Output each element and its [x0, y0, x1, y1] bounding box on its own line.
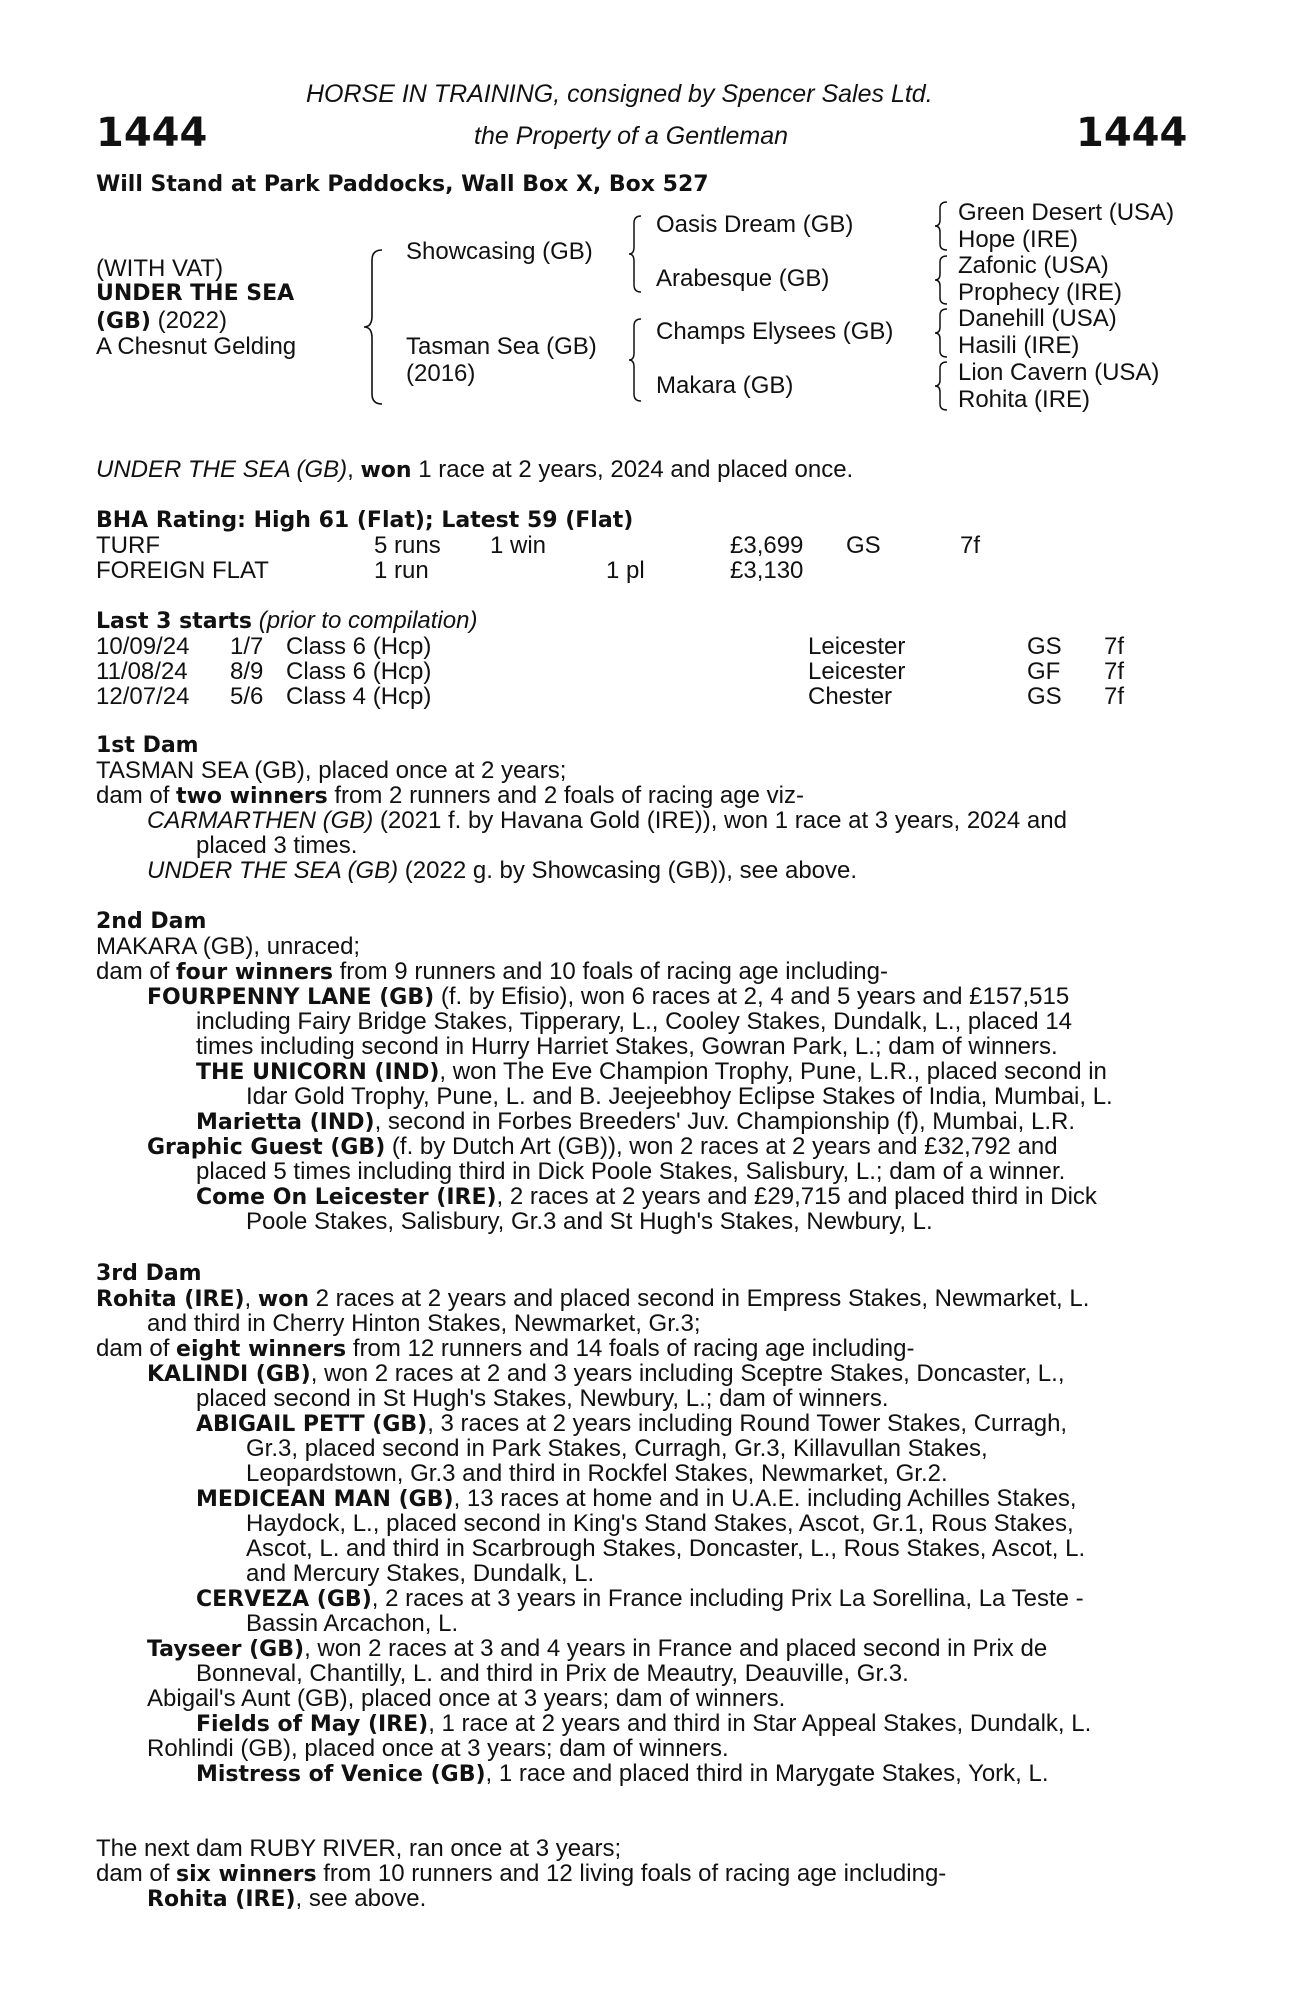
summary-rest: 1 race at 2 years, 2024 and placed once. [411, 456, 854, 483]
consigned-line: HORSE IN TRAINING, consigned by Spencer Sales Ltd. [306, 80, 933, 108]
dam1-line [96, 783, 804, 809]
start-class: Class 6 (Hcp) [286, 633, 432, 660]
progeny-name: Graphic Guest (GB) [147, 1135, 386, 1160]
last3-note: (prior to compilation) [252, 607, 478, 634]
vat-label: (WITH VAT) [96, 255, 224, 282]
text-span: dam of [96, 782, 177, 809]
text-span: , [244, 1285, 258, 1312]
text-span: dam of [96, 1335, 177, 1362]
progeny-name: Tayseer (GB) [147, 1637, 305, 1662]
text-span: , 2 races at 2 years and £29,715 and placed third in Dick [496, 1183, 1097, 1210]
dam3-line: and third in Cherry Hinton Stakes, Newmarket, Gr.3; [147, 1310, 701, 1337]
text-span: from 12 runners and 14 foals of racing age including- [346, 1335, 915, 1362]
rating-going: GS [846, 532, 881, 559]
last3-title-line [96, 608, 477, 634]
text-span: , won 2 races at 2 and 3 years including Sceptre Stakes, Doncaster, L., [310, 1360, 1065, 1387]
text-span: (2021 f. by Havana Gold (IRE)), won 1 race at 3 years, 2024 and [373, 807, 1067, 834]
dam3-line [196, 1711, 1091, 1737]
start-course: Chester [808, 683, 893, 710]
rating-amount: £3,699 [730, 532, 804, 559]
start-distance: 7f [1104, 633, 1125, 660]
pedigree-g4: Prophecy (IRE) [958, 279, 1123, 306]
text-span: (f. by Dutch Art (GB)), won 2 races at 2 years and £32,792 and [385, 1133, 1058, 1160]
pedigree-brace-main [362, 248, 386, 406]
last3-title: Last 3 starts [96, 609, 253, 634]
pedigree-sire-sire: Oasis Dream (GB) [656, 211, 854, 238]
dam1-heading: 1st Dam [96, 733, 199, 758]
dam2-line [196, 1059, 1107, 1085]
pedigree-dam: Tasman Sea (GB) [406, 333, 597, 360]
rating-runs: 1 run [374, 557, 429, 584]
pedigree-g1: Green Desert (USA) [958, 199, 1175, 226]
property-line: the Property of a Gentleman [474, 122, 789, 150]
start-going: GS [1027, 683, 1062, 710]
nextdam-line [96, 1861, 946, 1887]
dam3-line: Leopardstown, Gr.3 and third in Rockfel Stakes, Newmarket, Gr.2. [246, 1460, 948, 1487]
pedigree-brace-g12 [933, 200, 949, 252]
summary-won: won [360, 458, 412, 483]
dam2-line [147, 984, 1069, 1010]
rating-dist: 7f [960, 532, 981, 559]
progeny-name: Rohita (IRE) [147, 1887, 296, 1912]
stand-line: Will Stand at Park Paddocks, Wall Box X, Box 527 [96, 172, 709, 197]
progeny-name: Fields of May (IRE) [196, 1712, 429, 1737]
text-span: , second in Forbes Breeders' Juv. Championship (f), Mumbai, L.R. [374, 1108, 1075, 1135]
start-course: Leicester [808, 658, 906, 685]
text-span: , won The Eve Champion Trophy, Pune, L.R., placed second in [439, 1058, 1107, 1085]
progeny-name: Come On Leicester (IRE) [196, 1185, 497, 1210]
rating-type: FOREIGN FLAT [96, 557, 269, 584]
pedigree-sire-dam: Arabesque (GB) [656, 265, 830, 292]
dam3-line [196, 1761, 1049, 1787]
rating-wins: 1 win [490, 532, 547, 559]
progeny-name: Mistress of Venice (GB) [196, 1762, 486, 1787]
rating-amount: £3,130 [730, 557, 804, 584]
lot-number-left: 1444 [96, 110, 208, 156]
horse-origin-year [96, 307, 227, 335]
dam2-line [196, 1109, 1075, 1135]
dam2-line: including Fairy Bridge Stakes, Tipperary, L., Cooley Stakes, Dundalk, L., placed 14 [196, 1008, 1073, 1035]
start-going: GS [1027, 633, 1062, 660]
winners-count: two winners [176, 784, 328, 809]
nextdam-line [147, 1886, 426, 1912]
dam3-line [196, 1486, 1077, 1512]
progeny-name: FOURPENNY LANE (GB) [147, 985, 435, 1010]
horse-description: A Chesnut Gelding [96, 333, 297, 360]
horse-name: UNDER THE SEA [96, 281, 295, 306]
pedigree-dam-dam: Makara (GB) [656, 372, 794, 399]
text-span: , 2 races at 3 years in France including Prix La Sorellina, La Teste - [371, 1585, 1084, 1612]
start-class: Class 4 (Hcp) [286, 683, 432, 710]
progeny-name: Marietta (IND) [196, 1110, 375, 1135]
text-span: from 9 runners and 10 foals of racing age including- [332, 958, 888, 985]
summary-name: UNDER THE SEA (GB) [96, 456, 348, 483]
dam-name: Rohita (IRE) [96, 1287, 245, 1312]
pedigree-g5: Danehill (USA) [958, 305, 1117, 332]
dam3-line [147, 1636, 1047, 1662]
winners-count: six winners [176, 1862, 317, 1887]
start-course: Leicester [808, 633, 906, 660]
text-span: 2 races at 2 years and placed second in Empress Stakes, Newmarket, L. [309, 1285, 1090, 1312]
progeny-name: CERVEZA (GB) [196, 1587, 372, 1612]
progeny-name: ABIGAIL PETT (GB) [196, 1412, 428, 1437]
dam3-line: Gr.3, placed second in Park Stakes, Curragh, Gr.3, Killavullan Stakes, [246, 1435, 988, 1462]
rating-type: TURF [96, 532, 160, 559]
pedigree-g6: Hasili (IRE) [958, 332, 1080, 359]
dam3-heading: 3rd Dam [96, 1261, 202, 1286]
text-span: dam of [96, 958, 177, 985]
dam3-line [147, 1361, 1064, 1387]
dam1-line: TASMAN SEA (GB), placed once at 2 years; [96, 757, 567, 784]
start-date: 10/09/24 [96, 633, 190, 660]
dam3-line: Bonneval, Chantilly, L. and third in Prix de Meautry, Deauville, Gr.3. [196, 1660, 909, 1687]
pedigree-g8: Rohita (IRE) [958, 386, 1091, 413]
text-span: , 3 races at 2 years including Round Tower Stakes, Curragh, [427, 1410, 1068, 1437]
dam2-line: MAKARA (GB), unraced; [96, 933, 361, 960]
text-span: , 13 races at home and in U.A.E. including Achilles Stakes, [453, 1485, 1077, 1512]
nextdam-line: The next dam RUBY RIVER, ran once at 3 years; [96, 1835, 622, 1862]
start-distance: 7f [1104, 658, 1125, 685]
dam1-line: placed 3 times. [196, 832, 358, 859]
dam3-line: Bassin Arcachon, L. [246, 1610, 459, 1637]
dam3-line: Rohlindi (GB), placed once at 3 years; dam of winners. [147, 1735, 729, 1762]
text-span: (f. by Efisio), won 6 races at 2, 4 and 5 years and £157,515 [434, 983, 1070, 1010]
lot-number-right: 1444 [1076, 110, 1188, 156]
dam2-line [96, 959, 888, 985]
text-span: from 10 runners and 12 living foals of racing age including- [316, 1860, 947, 1887]
dam3-line: Ascot, L. and third in Scarbrough Stakes, Doncaster, L., Rous Stakes, Ascot, L. [246, 1535, 1086, 1562]
pedigree-brace-dam [627, 317, 643, 403]
dam2-line: Poole Stakes, Salisbury, Gr.3 and St Hugh's Stakes, Newbury, L. [246, 1208, 933, 1235]
pedigree-sire: Showcasing (GB) [406, 238, 593, 265]
text-span: , see above. [295, 1885, 427, 1912]
dam3-line: and Mercury Stakes, Dundalk, L. [246, 1560, 595, 1587]
pedigree-g2: Hope (IRE) [958, 226, 1079, 253]
dam2-line [147, 1134, 1058, 1160]
winners-count: eight winners [176, 1337, 347, 1362]
progeny-name: UNDER THE SEA (GB) [147, 857, 399, 884]
progeny-name: CARMARTHEN (GB) [147, 807, 374, 834]
progeny-name: MEDICEAN MAN (GB) [196, 1487, 454, 1512]
dam3-line [96, 1286, 1089, 1312]
start-date: 12/07/24 [96, 683, 190, 710]
dam2-line: Idar Gold Trophy, Pune, L. and B. Jeejeebhoy Eclipse Stakes of India, Mumbai, L. [246, 1083, 1113, 1110]
dam3-line: placed second in St Hugh's Stakes, Newbury, L.; dam of winners. [196, 1385, 889, 1412]
progeny-name: THE UNICORN (IND) [196, 1060, 440, 1085]
start-distance: 7f [1104, 683, 1125, 710]
summary-line: UNDER THE SEA (GB), won 1 race at 2 years, 2024 and placed once. [96, 456, 854, 483]
start-going: GF [1027, 658, 1061, 685]
start-class: Class 6 (Hcp) [286, 658, 432, 685]
pedigree-g7: Lion Cavern (USA) [958, 359, 1160, 386]
pedigree-dam-year: (2016) [406, 360, 476, 387]
rating-runs: 5 runs [374, 532, 441, 559]
text-span: (2022 g. by Showcasing (GB)), see above. [398, 857, 858, 884]
horse-year: (2022) [150, 307, 227, 334]
pedigree-brace-g78 [933, 360, 949, 412]
won-label: won [257, 1287, 309, 1312]
pedigree-brace-g34 [933, 254, 949, 306]
dam1-line [147, 858, 857, 883]
dam3-line [96, 1336, 915, 1362]
dam2-line [196, 1184, 1097, 1210]
dam3-line [196, 1586, 1084, 1612]
start-date: 11/08/24 [96, 658, 188, 685]
rating-placed: 1 pl [606, 557, 645, 584]
dam3-line: Abigail's Aunt (GB), placed once at 3 years; dam of winners. [147, 1685, 786, 1712]
dam2-heading: 2nd Dam [96, 909, 207, 934]
horse-origin: (GB) [96, 309, 151, 334]
start-position: 8/9 [230, 658, 264, 685]
pedigree-brace-g56 [933, 307, 949, 359]
winners-count: four winners [176, 960, 333, 985]
dam2-line: placed 5 times including third in Dick Poole Stakes, Salisbury, L.; dam of a winner. [196, 1158, 1066, 1185]
dam1-line [147, 808, 1067, 833]
text-span: , 1 race at 2 years and third in Star Appeal Stakes, Dundalk, L. [428, 1710, 1092, 1737]
dam3-line: Haydock, L., placed second in King's Stand Stakes, Ascot, Gr.1, Rous Stakes, [246, 1510, 1074, 1537]
start-position: 1/7 [230, 633, 264, 660]
pedigree-dam-sire: Champs Elysees (GB) [656, 318, 894, 345]
text-span: , won 2 races at 3 and 4 years in France and placed second in Prix de [304, 1635, 1048, 1662]
rating-title: BHA Rating: High 61 (Flat); Latest 59 (Flat) [96, 508, 634, 533]
dam3-line [196, 1411, 1067, 1437]
start-position: 5/6 [230, 683, 264, 710]
text-span: dam of [96, 1860, 177, 1887]
progeny-name: KALINDI (GB) [147, 1362, 311, 1387]
pedigree-brace-sire [627, 214, 643, 294]
pedigree-g3: Zafonic (USA) [958, 252, 1109, 279]
dam2-line: times including second in Hurry Harriet Stakes, Gowran Park, L.; dam of winners. [196, 1033, 1058, 1060]
text-span: , 1 race and placed third in Marygate Stakes, York, L. [485, 1760, 1049, 1787]
text-span: from 2 runners and 2 foals of racing age viz- [327, 782, 804, 809]
